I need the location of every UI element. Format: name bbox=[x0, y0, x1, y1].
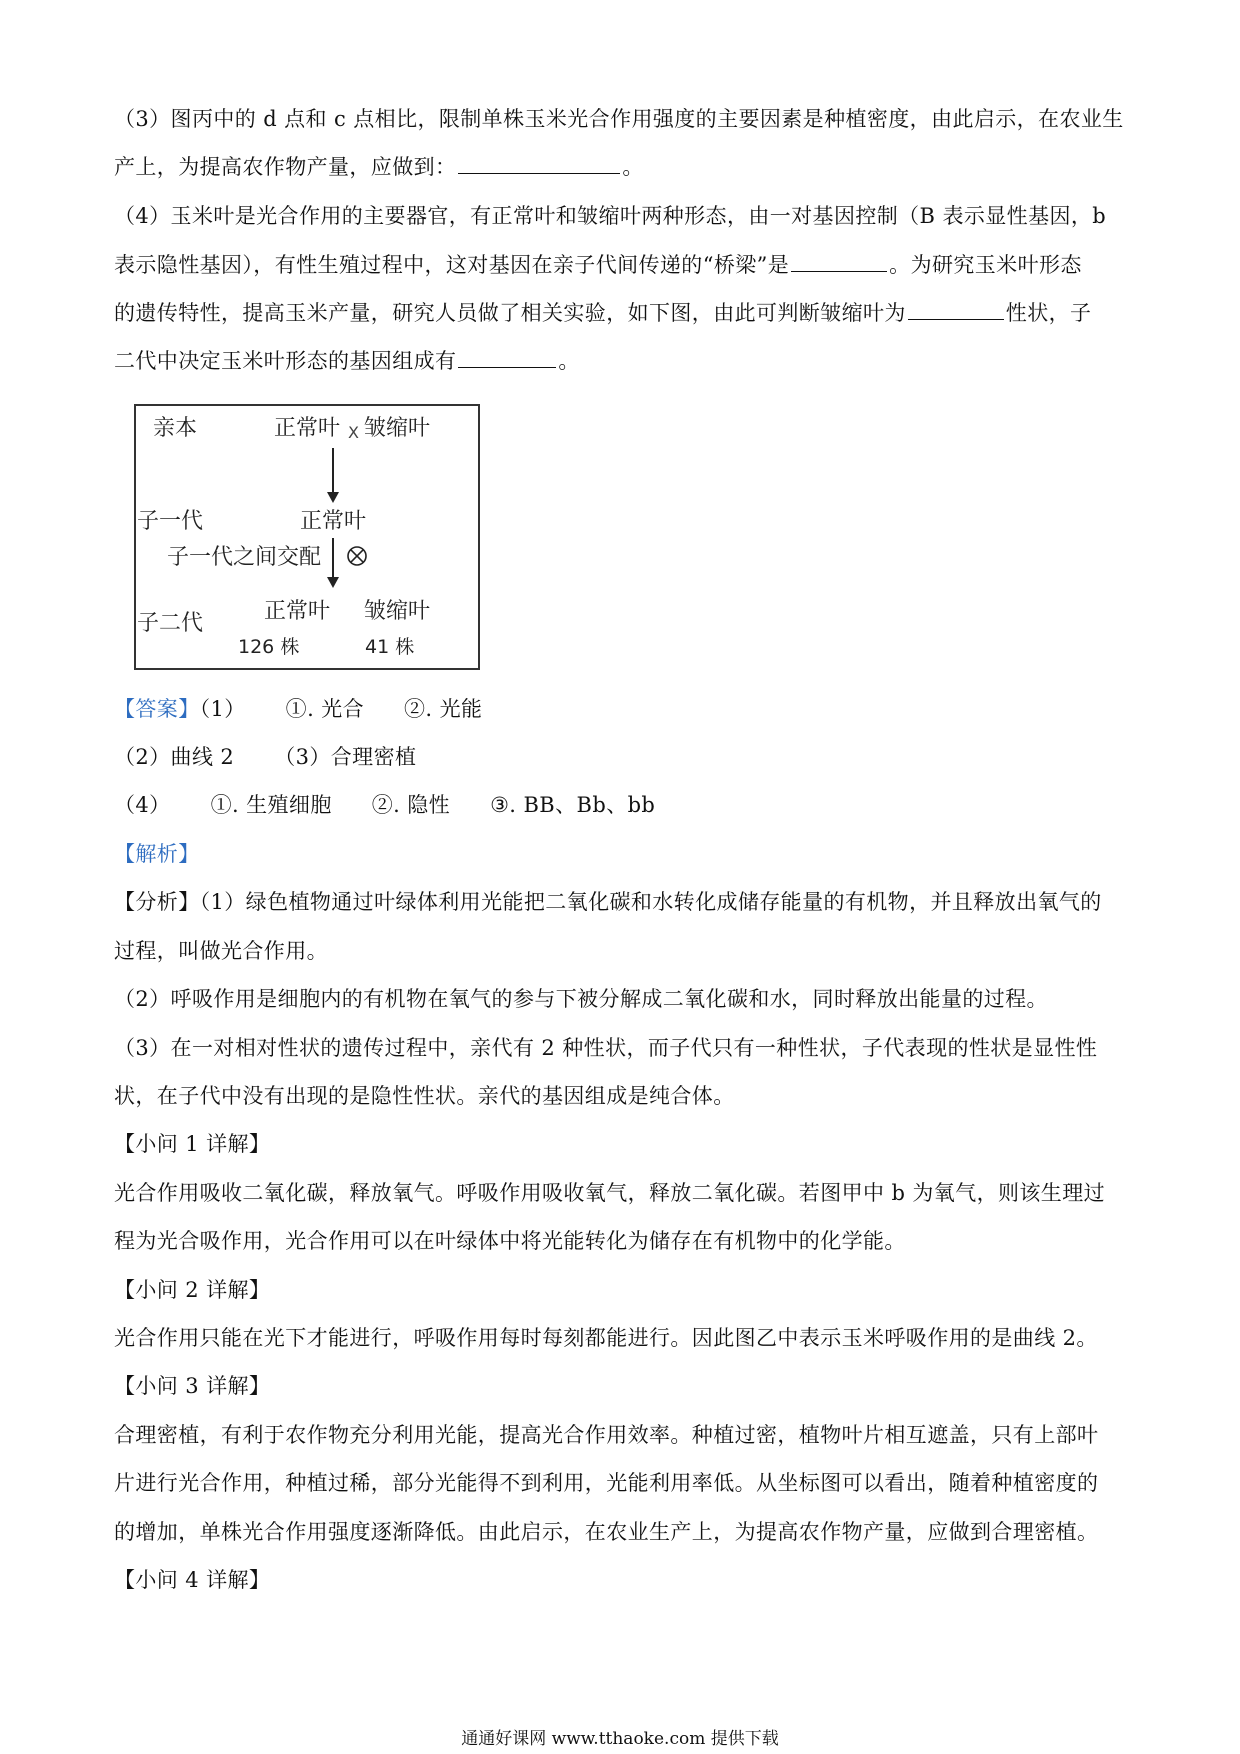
subquestion-1-line-2: 程为光合吸作用，光合作用可以在叶绿体中将光能转化为储存在有机物中的化学能。 bbox=[114, 1229, 906, 1253]
f2-normal-leaf: 正常叶 bbox=[264, 599, 331, 624]
subquestion-3-line-3: 的增加，单株光合作用强度逐渐降低。由此启示，在农业生产上，为提高农作物产量，应做到合理密植。 bbox=[114, 1520, 1099, 1544]
subquestion-4-heading: 【小问 4 详解】 bbox=[114, 1568, 271, 1592]
f2-wrinkled-count bbox=[365, 634, 414, 660]
q4-line-4-text-b: 。 bbox=[558, 349, 580, 373]
answer-1-option-2: ②. 光能 bbox=[404, 697, 483, 721]
answer-3: （3）合理密植 bbox=[274, 745, 417, 769]
answer-line-1 bbox=[114, 694, 482, 724]
q4-line-2 bbox=[114, 250, 1082, 280]
answer-2: （2）曲线 2 bbox=[114, 745, 235, 769]
q4-line-2-text-a: 表示隐性基因），有性生殖过程中，这对基因在亲子代间传递的“桥梁”是 bbox=[114, 253, 790, 277]
f2-wrinkled-leaf: 皱缩叶 bbox=[364, 599, 431, 624]
subquestion-3-line-2: 片进行光合作用，种植过稀，部分光能得不到利用，光能利用率低。从坐标图可以看出，随着种植密度的 bbox=[114, 1471, 1099, 1495]
parent-generation-label: 亲本 bbox=[153, 416, 198, 441]
selfing-cross-icon bbox=[346, 545, 368, 567]
subquestion-1-heading: 【小问 1 详解】 bbox=[114, 1132, 271, 1156]
q3-line-2 bbox=[114, 152, 644, 182]
q3-line-2-end: 。 bbox=[622, 155, 644, 179]
answer-4-option-2: ②. 隐性 bbox=[371, 793, 451, 817]
q4-line-1: （4）玉米叶是光合作用的主要器官，有正常叶和皱缩叶两种形态，由一对基因控制（B 表示显性基因，b bbox=[114, 204, 1107, 228]
arrow-parent-to-f1-head bbox=[327, 492, 339, 503]
analysis-tag: 【解析】 bbox=[114, 842, 200, 866]
subquestion-3-line-1: 合理密植，有利于农作物充分利用光能，提高光合作用效率。种植过密，植物叶片相互遮盖，只有上部叶 bbox=[114, 1423, 1099, 1447]
f1-normal-leaf: 正常叶 bbox=[300, 509, 367, 534]
f2-wrinkled-count-value: 41 bbox=[365, 636, 390, 658]
f2-normal-count bbox=[238, 634, 299, 660]
answer-line-4 bbox=[114, 790, 655, 820]
answer-1-option-1: ①. 光合 bbox=[285, 697, 365, 721]
f2-wrinkled-count-unit: 株 bbox=[395, 636, 415, 658]
analysis-p2: （2）呼吸作用是细胞内的有机物在氧气的参与下被分解成二氧化碳和水，同时释放出能量的过程。 bbox=[114, 987, 1048, 1011]
f1-intercross-label: 子一代之间交配 bbox=[167, 545, 322, 570]
arrow-f1-to-f2-head bbox=[327, 577, 339, 588]
analysis-p1-line-2: 过程，叫做光合作用。 bbox=[114, 939, 328, 963]
answer-line-2 bbox=[114, 742, 416, 772]
f2-normal-count-unit: 株 bbox=[280, 636, 300, 658]
analysis-fenxi-tag: 【分析】 bbox=[114, 890, 200, 914]
q4-genotype-blank bbox=[458, 347, 556, 368]
analysis-p1-line-1 bbox=[114, 887, 1102, 917]
analysis-p3-line-2: 状，在子代中没有出现的是隐性性状。亲代的基因组成是纯合体。 bbox=[114, 1084, 735, 1108]
answer-4-number: （4） bbox=[114, 793, 171, 817]
arrow-f1-to-f2-shaft bbox=[332, 538, 334, 580]
cross-symbol: X bbox=[348, 423, 359, 442]
answer-4-option-3: ③. BB、Bb、bb bbox=[490, 793, 656, 817]
parent-wrinkled-leaf: 皱缩叶 bbox=[364, 416, 431, 441]
genetics-cross-diagram bbox=[134, 404, 480, 670]
q4-line-3-text-a: 的遗传特性，提高玉米产量，研究人员做了相关实验，如下图，由此可判断皱缩叶为 bbox=[114, 301, 906, 325]
q4-line-4 bbox=[114, 346, 580, 376]
f2-generation-label: 子二代 bbox=[137, 611, 204, 636]
q3-answer-blank bbox=[458, 153, 620, 174]
q4-bridge-blank bbox=[791, 251, 887, 272]
subquestion-2-heading: 【小问 2 详解】 bbox=[114, 1278, 271, 1302]
arrow-parent-to-f1-shaft bbox=[332, 448, 334, 495]
analysis-p1-text-1: （1）绿色植物通过叶绿体利用光能把二氧化碳和水转化成储存能量的有机物，并且释放出氧气的 bbox=[199, 890, 1102, 914]
subquestion-1-line-1: 光合作用吸收二氧化碳，释放氧气。呼吸作用吸收氧气，释放二氧化碳。若图甲中 b 为氧气，则该生理过 bbox=[114, 1181, 1105, 1205]
q4-line-3 bbox=[114, 298, 1091, 328]
answer-1-number: （1） bbox=[199, 697, 246, 721]
q4-trait-blank bbox=[908, 299, 1004, 320]
footer-download-note: 通通好课网 www.tthaoke.com 提供下载 bbox=[461, 1729, 779, 1749]
f2-normal-count-value: 126 bbox=[238, 636, 275, 658]
answer-4-option-1: ①. 生殖细胞 bbox=[210, 793, 332, 817]
q4-line-4-text-a: 二代中决定玉米叶形态的基因组成有 bbox=[114, 349, 457, 373]
q4-line-3-text-b: 性状，子 bbox=[1005, 301, 1092, 325]
parent-normal-leaf: 正常叶 bbox=[274, 416, 341, 441]
q4-line-2-text-b: 。为研究玉米叶形态 bbox=[889, 253, 1082, 277]
subquestion-3-heading: 【小问 3 详解】 bbox=[114, 1374, 271, 1398]
q3-line-1: （3）图丙中的 d 点和 c 点相比，限制单株玉米光合作用强度的主要因素是种植密度，由此启示，在农业生 bbox=[114, 107, 1124, 131]
q3-line-2-text: 产上，为提高农作物产量，应做到： bbox=[114, 155, 457, 179]
analysis-p3-line-1: （3）在一对相对性状的遗传过程中，亲代有 2 种性状，而子代只有一种性状，子代表现的性状是显性性 bbox=[114, 1036, 1098, 1060]
f1-generation-label: 子一代 bbox=[137, 509, 204, 534]
answer-tag: 【答案】 bbox=[114, 697, 200, 721]
subquestion-2-line-1: 光合作用只能在光下才能进行，呼吸作用每时每刻都能进行。因此图乙中表示玉米呼吸作用的是曲线 2。 bbox=[114, 1326, 1098, 1350]
